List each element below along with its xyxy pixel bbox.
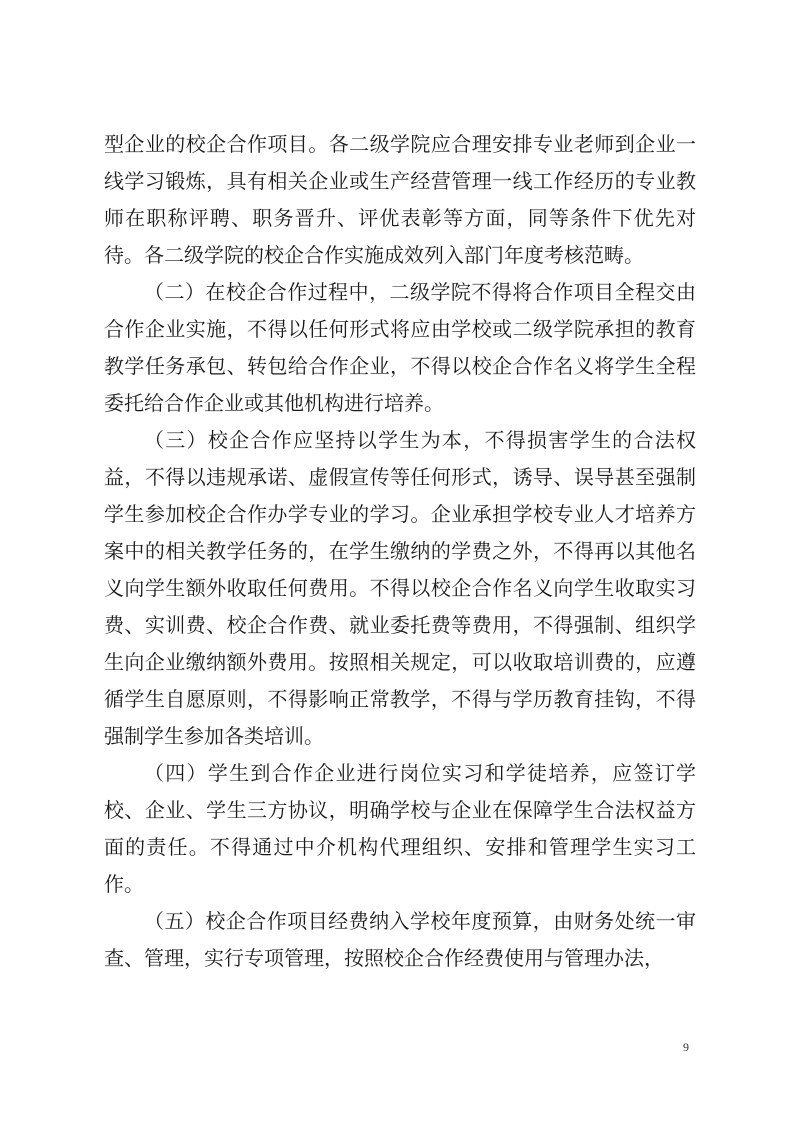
paragraph-item-2: （二）在校企合作过程中，二级学院不得将合作项目全程交由合作企业实施，不得以任何形式将应由学校或二级学院承担的教育教学任务承包、转包给合作企业，不得以校企合作名义将学生全程委托给合作企业或其他机构进行培养。	[104, 280, 696, 415]
paragraph-continuation: 型企业的校企合作项目。各二级学院应合理安排专业老师到企业一线学习锻炼，具有相关企业或生产经营管理一线工作经历的专业教师在职称评聘、职务晋升、评优表彰等方面，同等条件下优先对待。各二级学院的校企合作实施成效列入部门年度考核范畴。	[104, 132, 696, 267]
paragraph-item-4: （四）学生到合作企业进行岗位实习和学徒培养，应签订学校、企业、学生三方协议，明确学校与企业在保障学生合法权益方面的责任。不得通过中介机构代理组织、安排和管理学生实习工作。	[104, 761, 696, 896]
body-text	[104, 126, 696, 977]
paragraph-item-3: （三）校企合作应坚持以学生为本，不得损害学生的合法权益，不得以违规承诺、虚假宣传等任何形式，诱导、误导甚至强制学生参加校企合作办学专业的学习。企业承担学校专业人才培养方案中的相关教学任务的，在学生缴纳的学费之外，不得再以其他名义向学生额外收取任何费用。不得以校企合作名义向学生收取实习费、实训费、校企合作费、就业委托费等费用，不得强制、组织学生向企业缴纳额外费用。按照相关规定，可以收取培训费的，应遵循学生自愿原则，不得影响正常教学，不得与学历教育挂钩，不得强制学生参加各类培训。	[104, 428, 696, 748]
paragraph-item-5: （五）校企合作项目经费纳入学校年度预算，由财务处统一审查、管理，实行专项管理，按照校企合作经费使用与管理办法，	[104, 909, 696, 970]
page-number: 9	[683, 1040, 689, 1054]
